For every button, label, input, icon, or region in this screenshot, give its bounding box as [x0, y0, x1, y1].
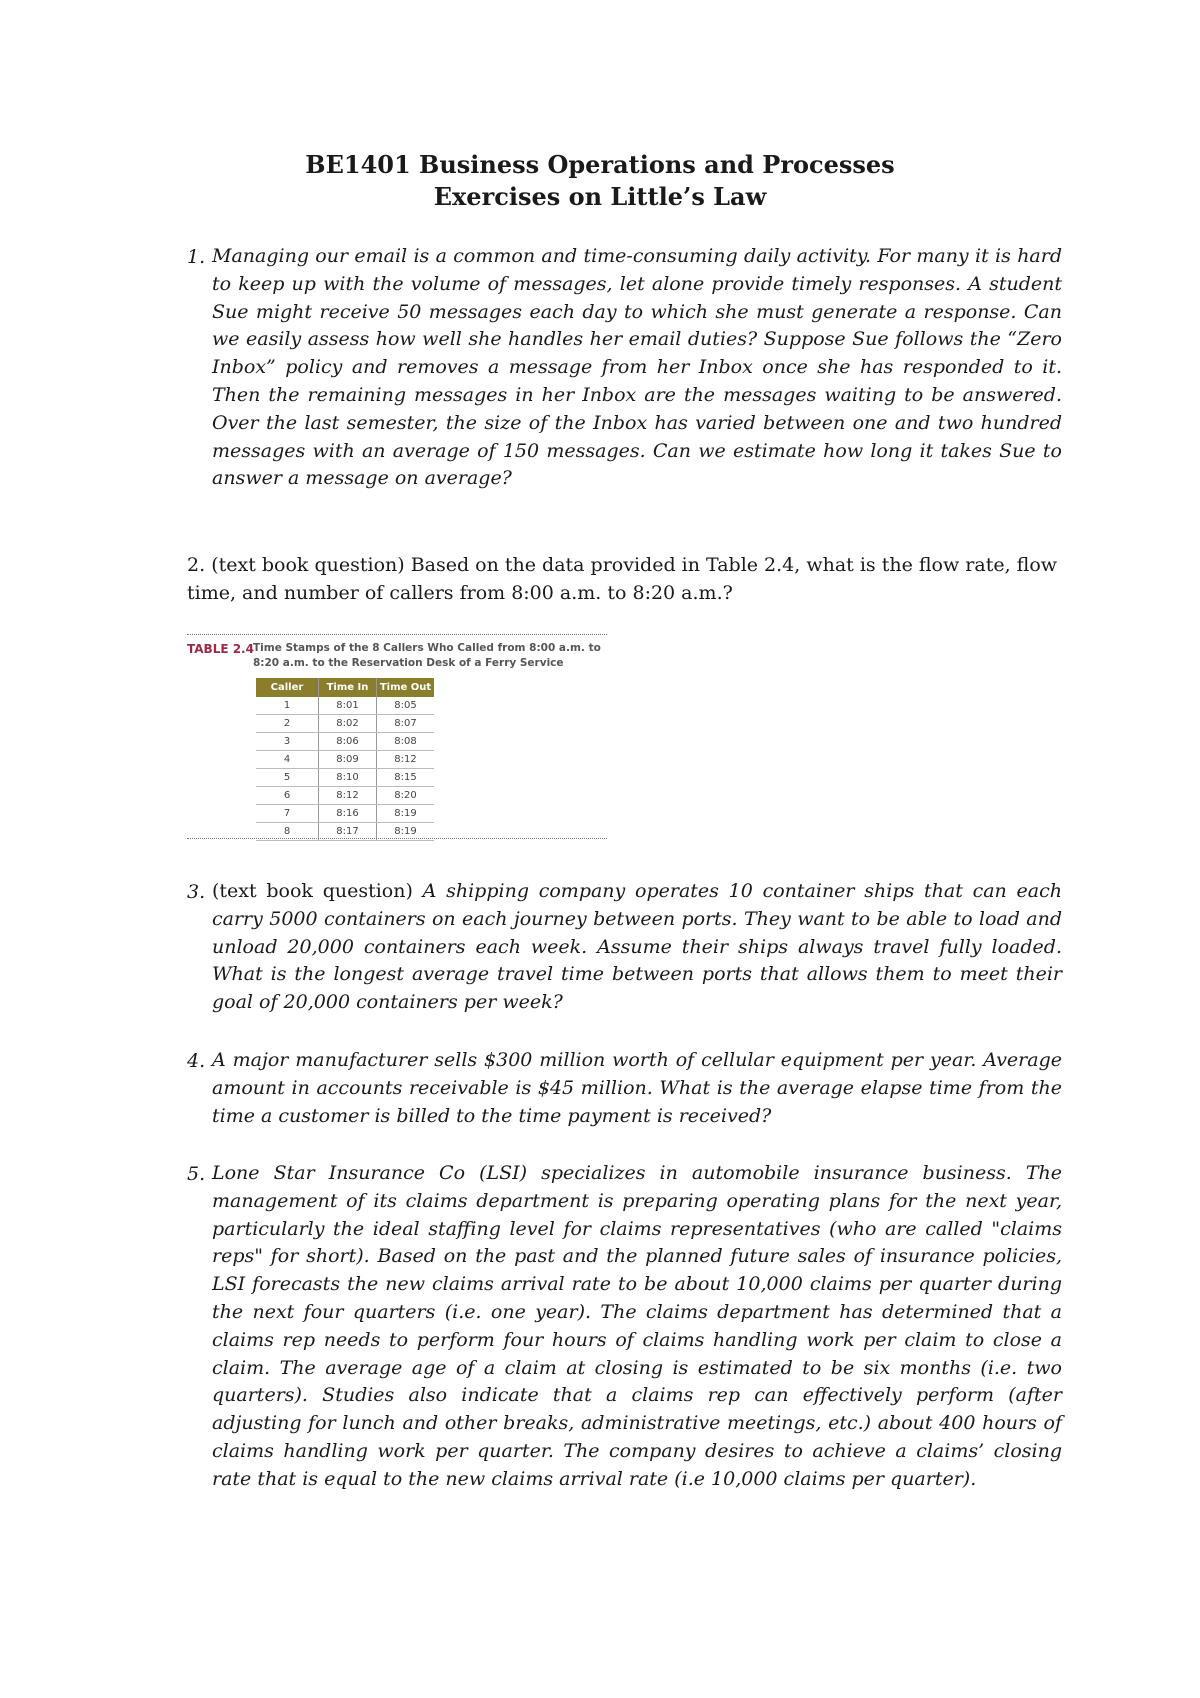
- table-cell: 8:07: [377, 715, 435, 733]
- question-number: 1.: [187, 246, 206, 268]
- table-cell: 8:01: [319, 697, 377, 715]
- question-2-text: (text book question) Based on the data provided in Table 2.4, what is the flow rate, flow time, and number of callers from 8:00 a.m. to 8:20 a.m.?: [187, 554, 1058, 604]
- question-3-body: A shipping company operates 10 container ships that can each carry 5000 containers on each journey between ports. They want to be able to load and unload 20,000 containers each week. Assume their ships always travel fully loaded. What is the longest average travel time between ports that allows them to meet their goal of 20,000 containers per week?: [212, 880, 1062, 1014]
- table-2-4-figure: [187, 630, 617, 845]
- table-row: [256, 733, 434, 751]
- table-cell: 8:02: [319, 715, 377, 733]
- table-cell: 8:19: [377, 805, 435, 823]
- question-number: 4.: [187, 1050, 206, 1072]
- table-cell: 8:08: [377, 733, 435, 751]
- question-number: 3.: [187, 881, 206, 903]
- table-cell: 6: [256, 787, 319, 805]
- dotted-rule: [187, 838, 607, 839]
- table-cell: 8:12: [319, 787, 377, 805]
- question-3-text: [212, 878, 1062, 1017]
- table-cell: 8:19: [377, 823, 435, 841]
- column-header: Time In: [319, 678, 377, 697]
- table-row: [256, 715, 434, 733]
- table-cell: 8:16: [319, 805, 377, 823]
- caller-time-table: [256, 678, 434, 841]
- question-2: [187, 552, 1087, 608]
- course-title: BE1401 Business Operations and Processes: [305, 150, 895, 179]
- table-cell: 8:05: [377, 697, 435, 715]
- question-4-text: A major manufacturer sells $300 million worth of cellular equipment per year. Average amount in accounts receivable is $45 million. What is the average elapse time from the time a customer is billed to the time payment is received?: [212, 1049, 1062, 1127]
- table-row: [256, 769, 434, 787]
- table-row: [256, 787, 434, 805]
- table-cell: 4: [256, 751, 319, 769]
- table-cell: 8:06: [319, 733, 377, 751]
- table-label: TABLE 2.4: [187, 642, 254, 656]
- question-3-prefix: (text book question): [212, 880, 413, 902]
- table-row: [256, 751, 434, 769]
- table-cell: 8:09: [319, 751, 377, 769]
- document-subtitle: Exercises on Little’s Law: [433, 182, 767, 211]
- question-1-text: Managing our email is a common and time-consuming daily activity. For many it is hard to keep up with the volume of messages, let alone provide timely responses. A student Sue might receive 50 messages each day to which she must generate a response. Can we easily assess how well she handles her email duties? Suppose Sue follows the “Zero Inbox” policy and removes a message from her Inbox once she has responded to it. Then the remaining messages in her Inbox are the messages waiting to be answered. Over the last semester, the size of the Inbox has varied between one and two hundred messages with an average of 150 messages. Can we estimate how long it takes Sue to answer a message on average?: [212, 245, 1062, 490]
- table-cell: 8:10: [319, 769, 377, 787]
- table-cell: 8:20: [377, 787, 435, 805]
- table-row: [256, 697, 434, 715]
- table-caption: Time Stamps of the 8 Callers Who Called from 8:00 a.m. to 8:20 a.m. to the Reservation Desk of a Ferry Service: [253, 642, 601, 669]
- table-cell: 8: [256, 823, 319, 841]
- table-cell: 5: [256, 769, 319, 787]
- table-cell: 7: [256, 805, 319, 823]
- table-row: [256, 805, 434, 823]
- table-cell: 1: [256, 697, 319, 715]
- table-cell: 3: [256, 733, 319, 751]
- question-number: 5.: [187, 1163, 206, 1185]
- table-cell: 8:17: [319, 823, 377, 841]
- question-5-text: Lone Star Insurance Co (LSI) specializes in automobile insurance business. The management of its claims department is preparing operating plans for the next year, particularly the ideal staffing level for claims representatives (who are called "claims reps" for short). Based on the past and the planned future sales of insurance policies, LSI forecasts the new claims arrival rate to be about 10,000 claims per quarter during the next four quarters (i.e. one year). The claims department has determined that a claims rep needs to perform four hours of claims handling work per claim to close a claim. The average age of a claim at closing is estimated to be six months (i.e. two quarters). Studies also indicate that a claims rep can effectively perform (after adjusting for lunch and other breaks, administrative meetings, etc.) about 400 hours of claims handling work per quarter. The company desires to achieve a claims’ closing rate that is equal to the new claims arrival rate (i.e 10,000 claims per quarter).: [212, 1162, 1062, 1490]
- table-cell: 8:15: [377, 769, 435, 787]
- table-cell: 8:12: [377, 751, 435, 769]
- dotted-rule: [187, 634, 607, 635]
- column-header: Caller: [256, 678, 319, 697]
- question-number: 2.: [187, 554, 206, 576]
- column-header: Time Out: [377, 678, 435, 697]
- table-header-row: [256, 678, 434, 697]
- table-cell: 2: [256, 715, 319, 733]
